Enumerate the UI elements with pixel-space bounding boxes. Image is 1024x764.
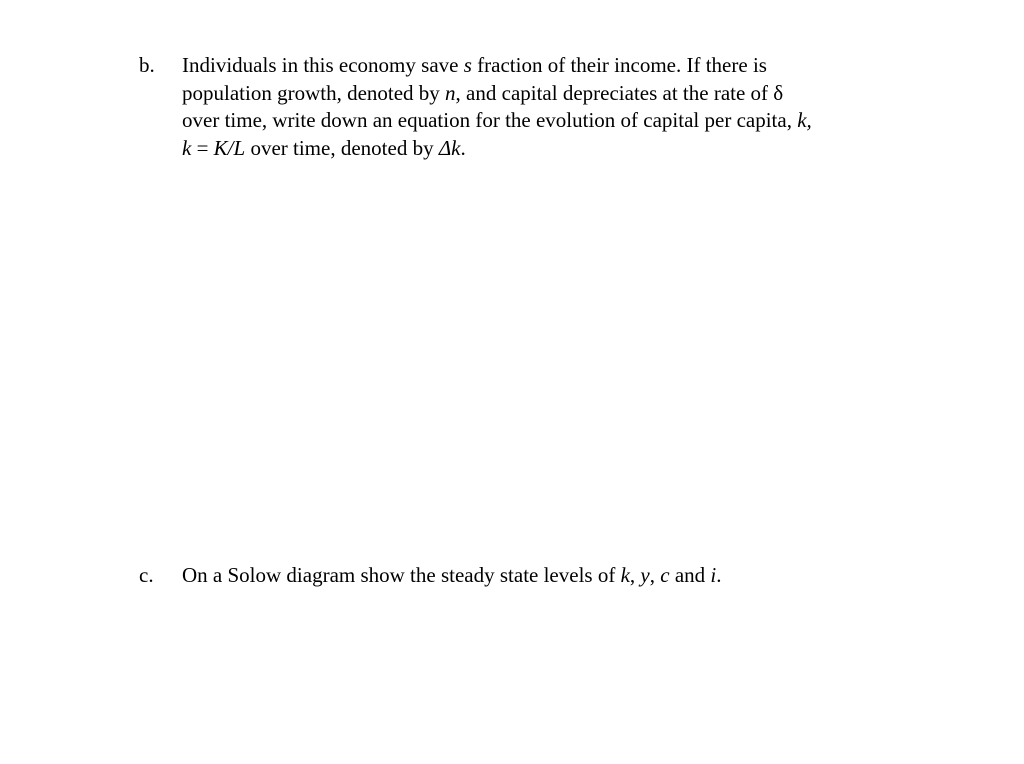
text-run: fraction of their income. If there is (471, 53, 767, 77)
question-b-line-1 (182, 52, 902, 80)
variable-k: k (620, 563, 630, 587)
text-run: population growth, denoted by (182, 80, 446, 105)
text-run: On a Solow diagram show the steady state levels of (182, 563, 621, 587)
variable-n: n (445, 80, 456, 105)
variable-delta-k: Δk (438, 135, 461, 160)
variable-s: s (463, 53, 472, 77)
question-c-text (182, 562, 902, 590)
variable-k: k, (797, 108, 812, 132)
text-run: Individuals in this economy save (182, 53, 464, 77)
variable-y: y (640, 563, 650, 587)
question-b-text (182, 52, 902, 162)
variable-k-over-l: K/L (213, 135, 246, 160)
text-run: , (649, 563, 661, 587)
question-c-label: c. (139, 563, 154, 587)
text-run: , and capital depreciates at the rate of δ (455, 80, 784, 105)
text-run: , (629, 563, 641, 587)
variable-c: c (660, 563, 670, 587)
question-b-label: b. (139, 53, 155, 77)
text-run: . (460, 135, 466, 160)
text-run: . (716, 563, 722, 587)
text-run: = (191, 135, 214, 160)
question-c-line-1 (182, 562, 902, 590)
text-run: over time, denoted by (245, 135, 439, 160)
text-run: and (669, 563, 711, 587)
question-b-line-2 (182, 80, 902, 108)
text-run: over time, write down an equation for the evolution of capital per capita, (182, 108, 798, 132)
variable-k: k (182, 135, 192, 160)
question-b-line-3 (182, 107, 902, 135)
variable-i: i (710, 563, 717, 587)
question-b-line-4 (182, 135, 902, 163)
